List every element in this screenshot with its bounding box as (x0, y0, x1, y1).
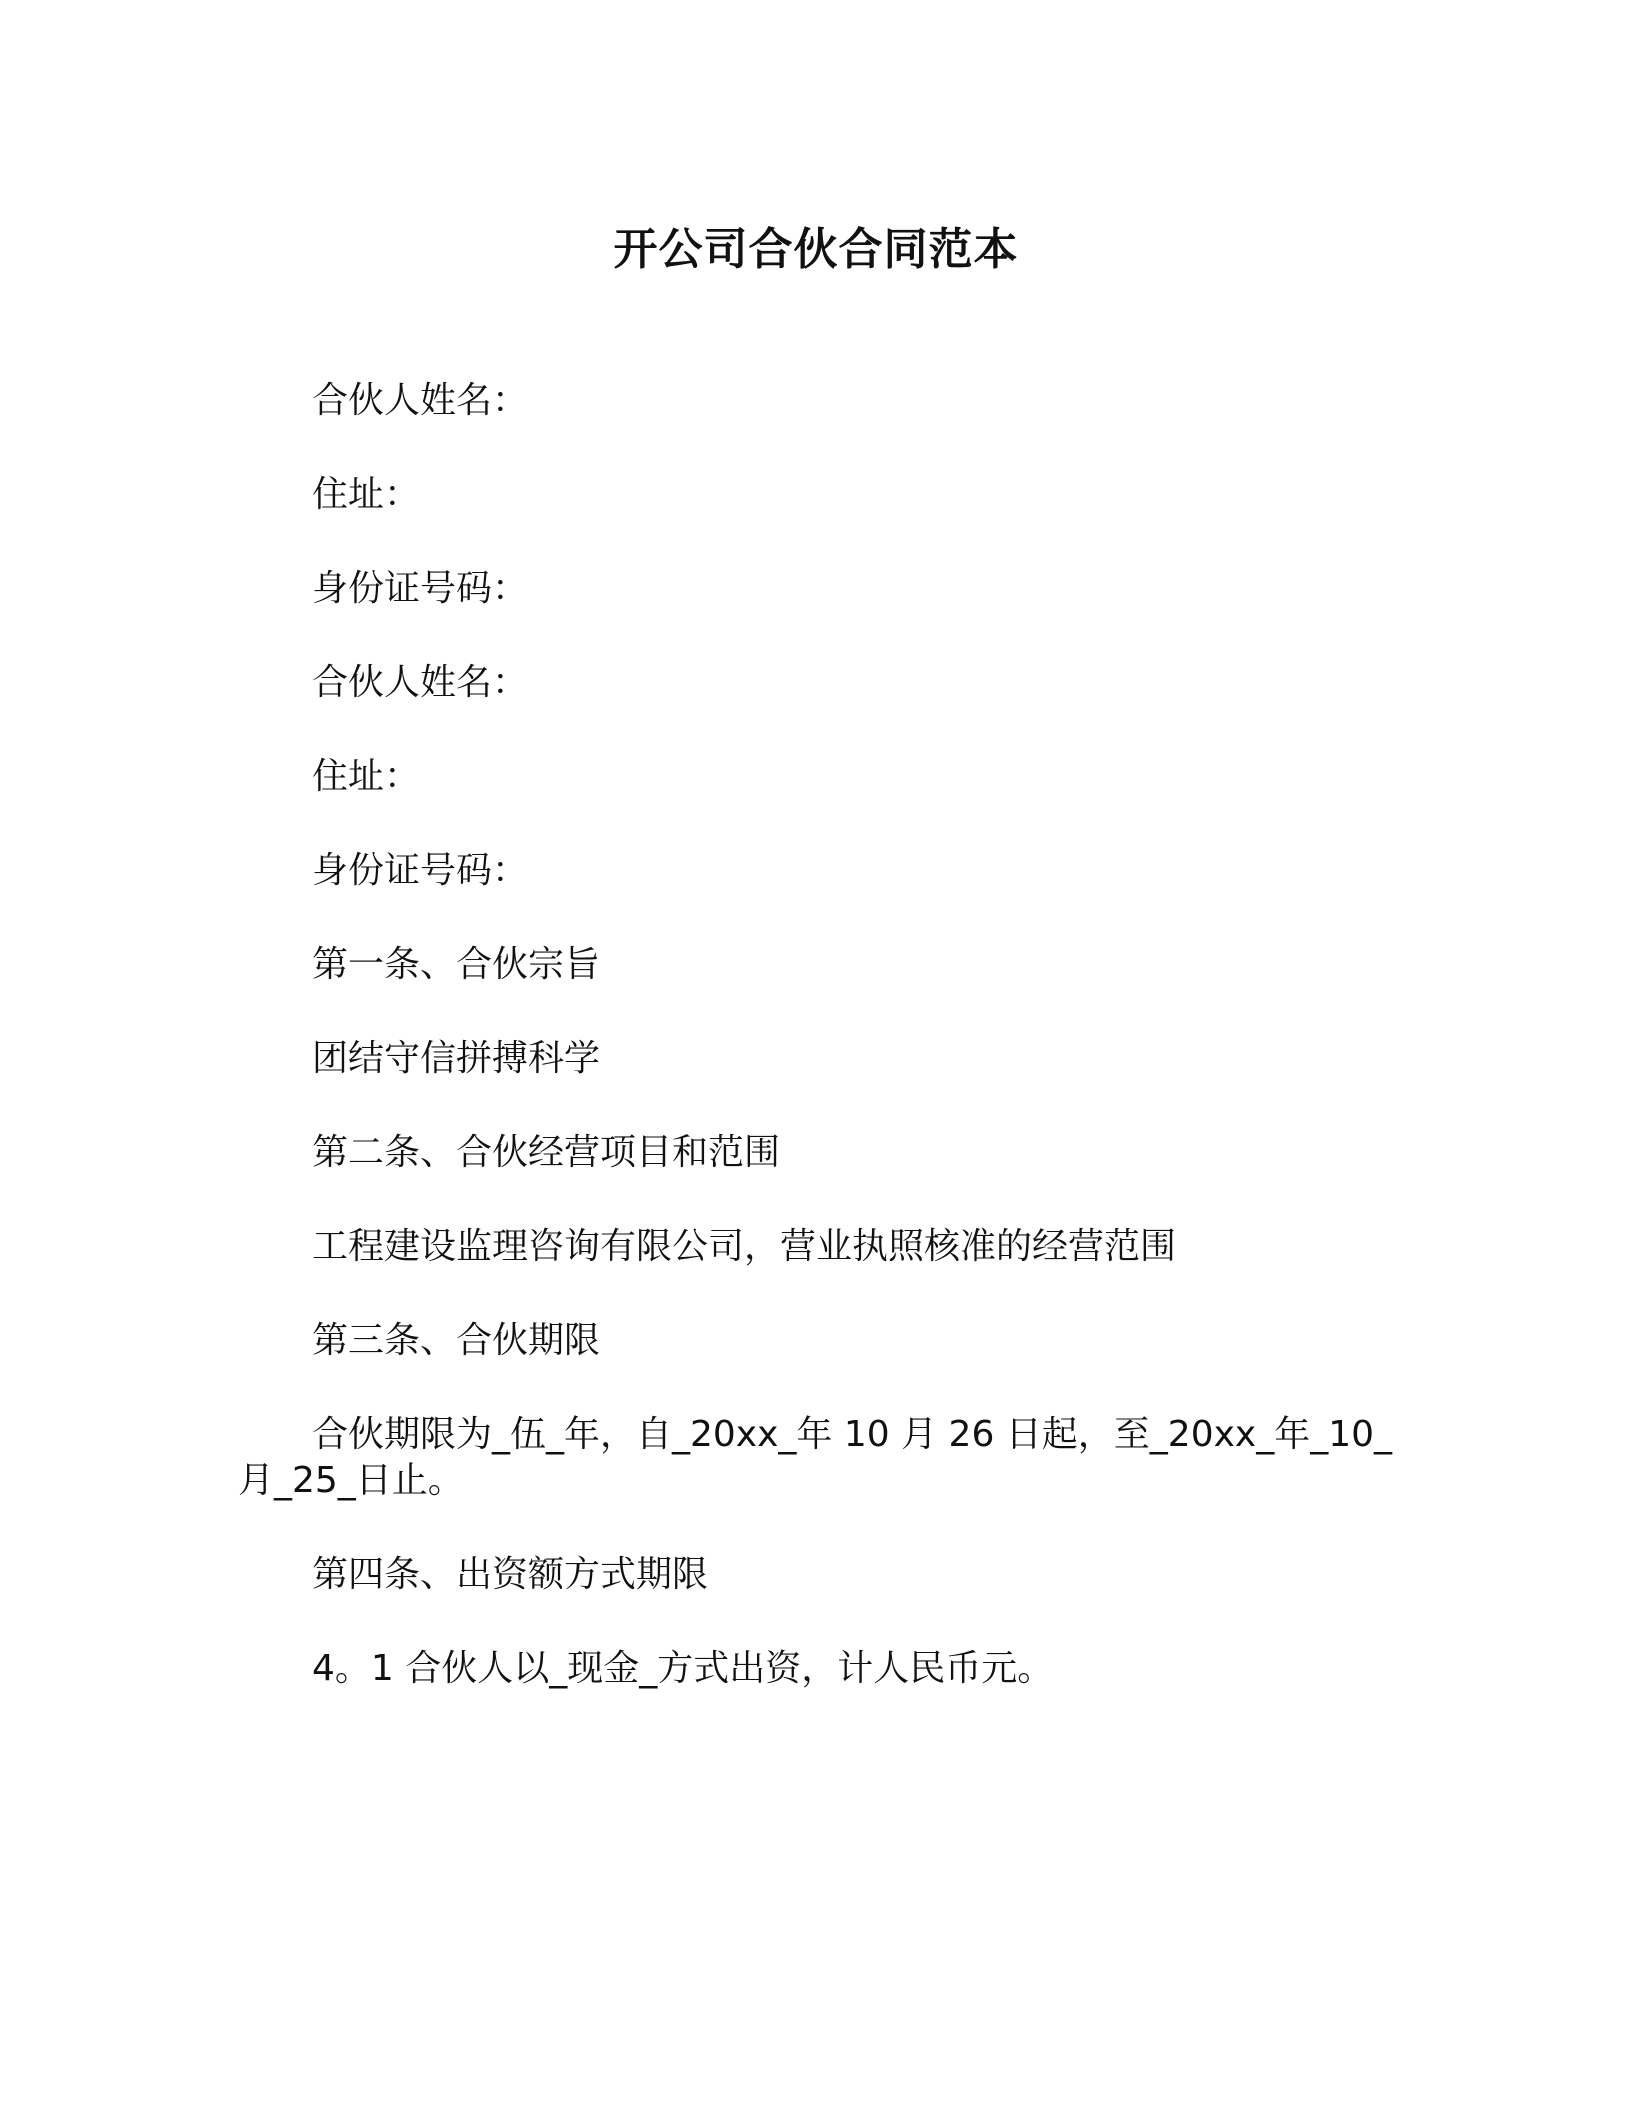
article-1-text: 团结守信拼搏科学 (312, 1038, 601, 1079)
article-3-heading: 第三条、合伙期限 (312, 1320, 601, 1361)
article-4-text: 4。1 合伙人以_现金_方式出资，计人民币元。 (312, 1648, 1054, 1689)
article-4-heading: 第四条、出资额方式期限 (312, 1554, 709, 1595)
address-label-1: 住址： (312, 474, 421, 515)
document-title: 开公司合伙合同范本 (613, 224, 1019, 275)
partner-name-label-1: 合伙人姓名： (312, 380, 529, 421)
article-1-heading: 第一条、合伙宗旨 (312, 944, 601, 985)
partner-name-label-2: 合伙人姓名： (312, 662, 529, 703)
article-2-heading: 第二条、合伙经营项目和范围 (312, 1132, 781, 1173)
id-number-label-1: 身份证号码： (312, 568, 529, 609)
address-label-2: 住址： (312, 756, 421, 797)
document-body (238, 378, 1398, 1740)
article-3-text: 合伙期限为_伍_年，自_20xx_年 10 月 26 日起，至_20xx_年_10_月_25_日止。 (238, 1414, 1393, 1501)
article-2-text: 工程建设监理咨询有限公司，营业执照核准的经营范围 (312, 1226, 1177, 1267)
id-number-label-2: 身份证号码： (312, 850, 529, 891)
